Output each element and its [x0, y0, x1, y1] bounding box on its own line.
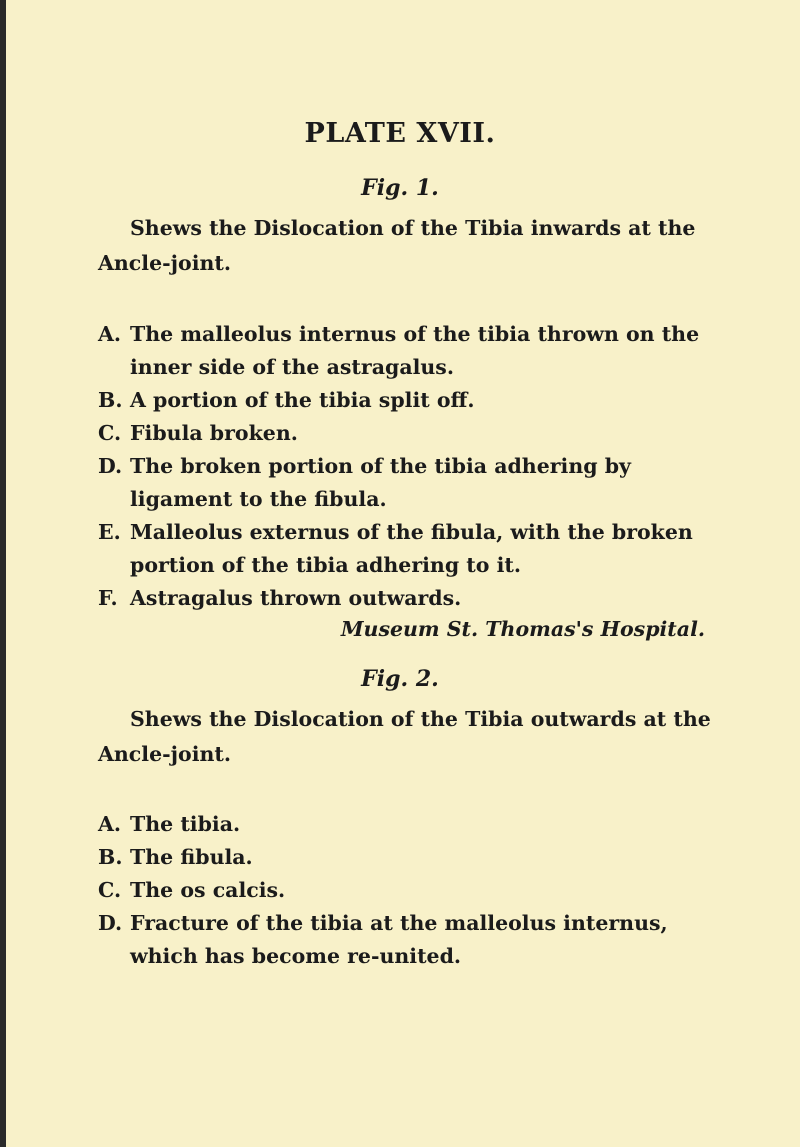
fig1-description: Shews the Dislocation of the Tibia inwards at the Ancle-joint.: [98, 216, 696, 275]
legend-text: Fibula broken.: [130, 421, 298, 445]
legend-letter: C.: [98, 421, 122, 445]
legend-text: A portion of the tibia split off.: [130, 388, 475, 412]
plate-title: PLATE XVII.: [304, 118, 496, 149]
fig2-heading: Fig. 2.: [361, 666, 439, 692]
legend-text: Astragalus thrown outwards.: [130, 586, 462, 610]
legend-letter: A.: [98, 812, 122, 836]
legend-text: The broken portion of the tibia adhering by ligament to the fibula.: [130, 454, 631, 511]
fig2-description: Shews the Dislocation of the Tibia outwards at the Ancle-joint.: [98, 707, 711, 766]
legend-letter: F.: [98, 586, 118, 610]
legend-text: The tibia.: [130, 812, 241, 836]
fig1-legend-list: [98, 318, 718, 615]
legend-letter: E.: [98, 520, 121, 544]
legend-letter: B.: [98, 845, 123, 869]
legend-text: Fracture of the tibia at the malleolus internus, which has become re-united.: [130, 911, 668, 968]
fig2-legend-item-a: [98, 808, 718, 841]
fig1-legend-item-b: [98, 384, 718, 417]
legend-letter: B.: [98, 388, 123, 412]
legend-text: Malleolus externus of the fibula, with the broken portion of the tibia adhering to it.: [130, 520, 693, 577]
fig1-legend-item-f: [98, 582, 718, 615]
fig1-legend-item-a: [98, 318, 718, 384]
fig2-legend-list: [98, 808, 718, 973]
legend-text: The os calcis.: [130, 878, 286, 902]
fig2-legend-item-c: [98, 874, 718, 907]
fig1-legend-item-d: [98, 450, 718, 516]
fig1-heading: Fig. 1.: [361, 175, 439, 201]
legend-text: The malleolus internus of the tibia thrown on the inner side of the astragalus.: [130, 322, 700, 379]
legend-letter: C.: [98, 878, 122, 902]
fig1-source-citation: Museum St. Thomas's Hospital.: [340, 617, 705, 641]
legend-text: The fibula.: [130, 845, 253, 869]
legend-letter: D.: [98, 454, 123, 478]
fig2-legend-item-d: [98, 907, 718, 973]
legend-letter: D.: [98, 911, 123, 935]
fig2-legend-item-b: [98, 841, 718, 874]
fig1-legend-item-e: [98, 516, 718, 582]
fig1-legend-item-c: [98, 417, 718, 450]
legend-letter: A.: [98, 322, 122, 346]
